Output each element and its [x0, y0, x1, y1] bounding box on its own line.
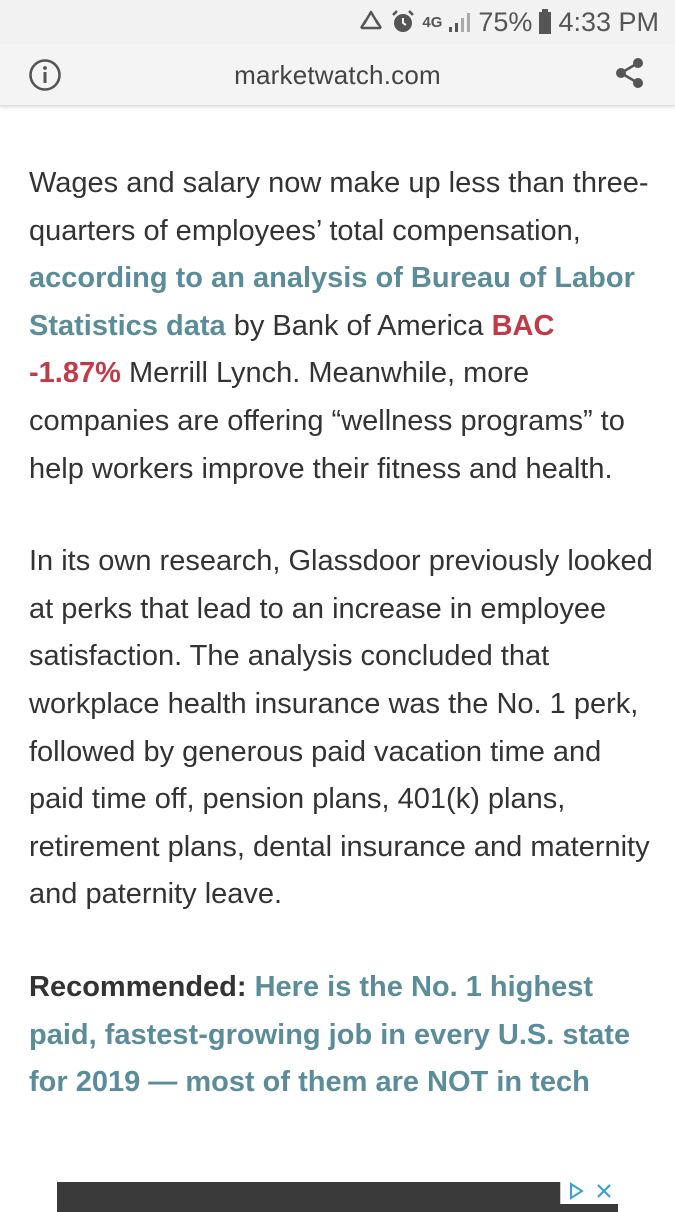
close-ad-icon[interactable] [596, 1183, 612, 1204]
network-4g-icon: 4G [422, 13, 443, 31]
ticker-change: -1.87% [29, 357, 121, 390]
alarm-icon [390, 9, 416, 35]
paragraph-text: Wages and salary now make up less than three-quarters of employees’ total compensation, [29, 167, 649, 247]
recycle-icon [358, 10, 384, 34]
ticker-symbol: BAC [491, 309, 555, 342]
clock: 4:33 PM [558, 6, 659, 37]
recommended-paragraph [29, 964, 654, 1107]
url-bar [0, 44, 675, 106]
paragraph-text: In its own research, Glassdoor previously looked at perks that lead to an increase in employee satisfaction. The analysis concluded that workplace health insurance was the No. 1 perk, followed by generous paid vacation time and paid time off, pension plans, 401(k) plans, retirement plans, dental insurance and maternity and paternity leave. [29, 545, 653, 911]
paragraph-text: Merrill Lynch. Meanwhile, more companies are offering “wellness programs” to help workers improve their fitness and health. [29, 357, 625, 485]
url-text[interactable]: marketwatch.com [234, 60, 441, 90]
status-bar [0, 0, 675, 44]
recommended-label: Recommended: [29, 970, 247, 1003]
share-icon[interactable] [615, 56, 645, 90]
ad-banner[interactable] [57, 1182, 618, 1212]
article-body [29, 160, 654, 1152]
paragraph-1 [29, 160, 654, 493]
battery-icon [538, 9, 552, 35]
paragraph-text: by Bank of America [225, 309, 492, 342]
signal-icon [448, 11, 472, 33]
battery-percent: 75% [478, 6, 533, 37]
recommended-link[interactable]: Here is the No. 1 highest paid, fastest-growing job in every U.S. state for 2019 — most of them are NOT in tech [29, 970, 631, 1099]
bls-analysis-link[interactable]: according to an analysis of Bureau of Labor Statistics data [29, 262, 635, 342]
adchoices-icon[interactable] [567, 1182, 585, 1205]
paragraph-2 [29, 538, 654, 919]
ad-controls [560, 1182, 618, 1204]
